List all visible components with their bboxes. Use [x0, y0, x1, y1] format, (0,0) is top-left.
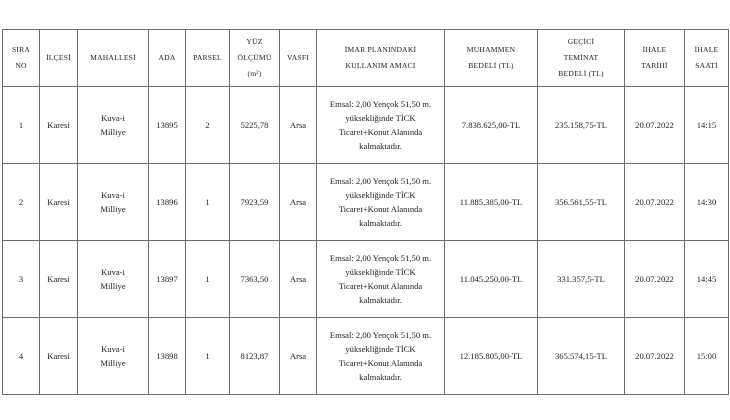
cell-ihale-tarihi: 20.07.2022	[625, 164, 685, 241]
cell-muhammen: 11.045.250,00-TL	[445, 241, 538, 318]
cell-mahalle: Kuva-i Milliye	[78, 87, 149, 164]
header-teminat: GEÇİCİ TEMİNAT BEDELİ (TL)	[538, 30, 625, 87]
header-muhammen: MUHAMMEN BEDELİ (TL)	[445, 30, 538, 87]
cell-yuzolcum: 8123,87	[230, 318, 280, 395]
cell-ada: 13896	[149, 164, 186, 241]
cell-mahalle: Kuva-i Milliye	[78, 164, 149, 241]
cell-sira: 1	[3, 87, 40, 164]
cell-ihale-tarihi: 20.07.2022	[625, 318, 685, 395]
cell-teminat: 331.357,5-TL	[538, 241, 625, 318]
cell-ihale-saati: 14:45	[685, 241, 729, 318]
cell-vasfi: Arsa	[280, 241, 317, 318]
cell-ihale-saati: 14:15	[685, 87, 729, 164]
cell-imar: Emsal: 2,00 Yençok 51,50 m. yüksekliğinde TİCK Ticaret+Konut Alanında kalmaktadır.	[317, 164, 445, 241]
auction-table	[2, 29, 729, 395]
cell-muhammen: 12.185.805,00-TL	[445, 318, 538, 395]
table-row	[3, 241, 729, 318]
cell-muhammen: 7.838.625,00-TL	[445, 87, 538, 164]
cell-vasfi: Arsa	[280, 318, 317, 395]
header-row	[3, 30, 729, 87]
cell-yuzolcum: 7923,59	[230, 164, 280, 241]
table-row	[3, 164, 729, 241]
cell-imar: Emsal: 2,00 Yençok 51,50 m. yüksekliğinde TİCK Ticaret+Konut Alanında kalmaktadır.	[317, 318, 445, 395]
header-ihale-saati: İHALE SAATİ	[685, 30, 729, 87]
cell-parsel: 1	[186, 164, 230, 241]
cell-ilce: Karesi	[40, 318, 78, 395]
cell-ilce: Karesi	[40, 87, 78, 164]
header-ihale-tarihi: İHALE TARİHİ	[625, 30, 685, 87]
table-row	[3, 318, 729, 395]
cell-ihale-saati: 15:00	[685, 318, 729, 395]
cell-sira: 2	[3, 164, 40, 241]
cell-parsel: 2	[186, 87, 230, 164]
cell-ihale-tarihi: 20.07.2022	[625, 241, 685, 318]
header-imar: İMAR PLANINDAKİ KULLANIM AMACI	[317, 30, 445, 87]
header-ada: ADA	[149, 30, 186, 87]
header-mahalle: MAHALLESİ	[78, 30, 149, 87]
cell-ihale-saati: 14:30	[685, 164, 729, 241]
cell-mahalle: Kuva-i Milliye	[78, 241, 149, 318]
cell-imar: Emsal: 2,00 Yençok 51,50 m. yüksekliğinde TİCK Ticaret+Konut Alanında kalmaktadır.	[317, 241, 445, 318]
cell-ada: 13895	[149, 87, 186, 164]
cell-mahalle: Kuva-i Milliye	[78, 318, 149, 395]
cell-parsel: 1	[186, 318, 230, 395]
cell-ilce: Karesi	[40, 241, 78, 318]
table-row	[3, 87, 729, 164]
cell-muhammen: 11.885.385,00-TL	[445, 164, 538, 241]
cell-teminat: 235.158,75-TL	[538, 87, 625, 164]
cell-teminat: 365.574,15-TL	[538, 318, 625, 395]
cell-sira: 3	[3, 241, 40, 318]
header-parsel: PARSEL	[186, 30, 230, 87]
cell-sira: 4	[3, 318, 40, 395]
cell-imar: Emsal: 2,00 Yençok 51,50 m. yüksekliğinde TİCK Ticaret+Konut Alanında kalmaktadır.	[317, 87, 445, 164]
cell-ada: 13898	[149, 318, 186, 395]
header-vasfi: VASFI	[280, 30, 317, 87]
header-sira-no: SIRA NO	[3, 30, 40, 87]
header-ilce: İLÇESİ	[40, 30, 78, 87]
cell-yuzolcum: 5225,78	[230, 87, 280, 164]
cell-yuzolcum: 7363,50	[230, 241, 280, 318]
cell-ilce: Karesi	[40, 164, 78, 241]
cell-parsel: 1	[186, 241, 230, 318]
cell-ihale-tarihi: 20.07.2022	[625, 87, 685, 164]
header-yuzolcum: YÜZ ÖLÇÜMÜ (m²)	[230, 30, 280, 87]
cell-vasfi: Arsa	[280, 87, 317, 164]
cell-ada: 13897	[149, 241, 186, 318]
cell-vasfi: Arsa	[280, 164, 317, 241]
cell-teminat: 356.561,55-TL	[538, 164, 625, 241]
